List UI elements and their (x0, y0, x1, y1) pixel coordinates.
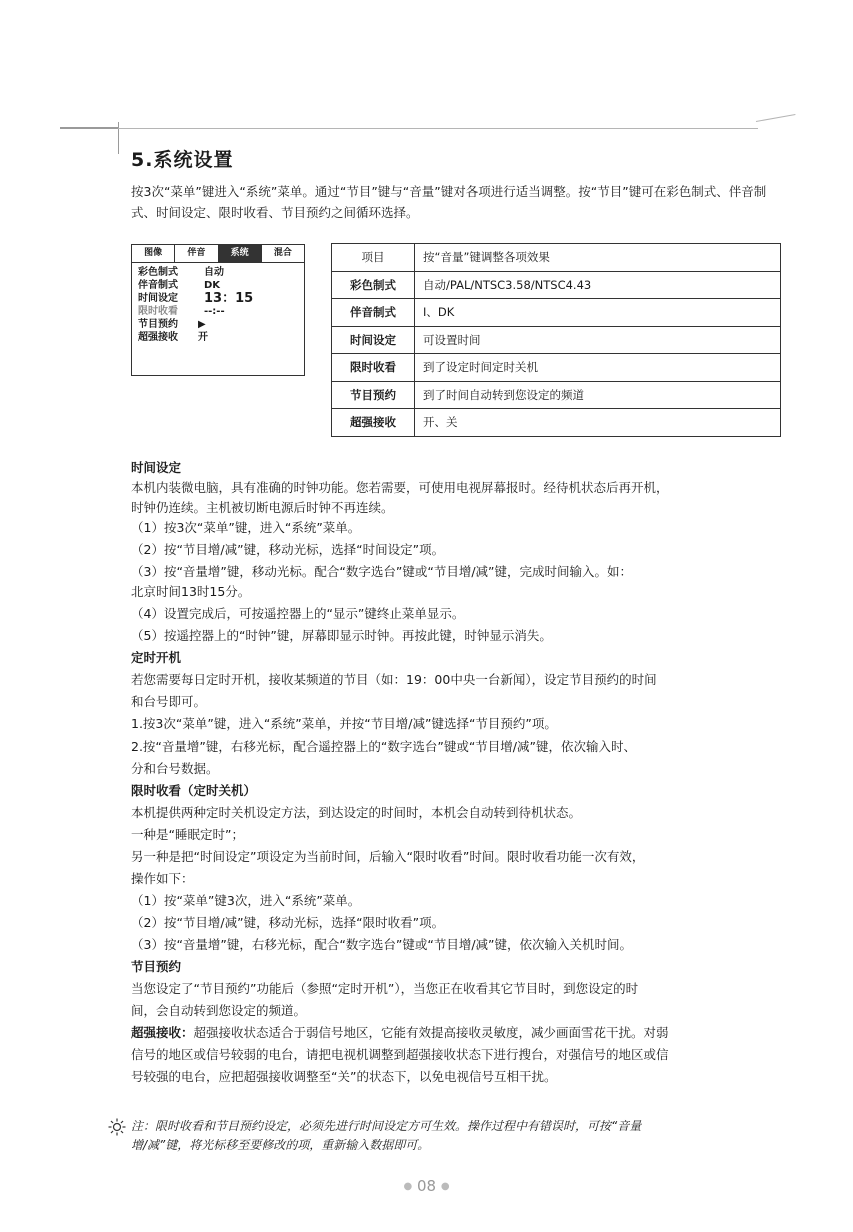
step-line: （1）按3次“菜单”键，进入“系统”菜单。 (131, 520, 361, 535)
step-line: （2）按“节目增/减”键，移动光标，选择“时间设定”项。 (131, 542, 445, 557)
osd-row (138, 292, 298, 305)
heading-reserve: 节目预约 (131, 959, 182, 974)
step-line: （4）设置完成后，可按遥控器上的“显示”键终止菜单显示。 (131, 606, 465, 621)
osd-row-key: 限时收看 (138, 306, 178, 317)
osd-row-value: 13：15 (204, 291, 254, 306)
table-cell: 到了设定时间定时关机 (415, 354, 781, 382)
table-row (332, 381, 781, 409)
table-cell: 超强接收 (332, 409, 415, 437)
table-cell: 可设置时间 (415, 326, 781, 354)
heading-timer-on: 定时开机 (131, 650, 182, 665)
osd-row-key: 时间设定 (138, 293, 178, 304)
body-line: 号较强的电台，应把超强接收调整至“关”的状态下，以免电视信号互相干扰。 (131, 1069, 557, 1084)
table-row (332, 326, 781, 354)
table-cell: 彩色制式 (332, 271, 415, 299)
super-rx-label: 超强接收： (131, 1025, 194, 1040)
header-rule-vertical (118, 122, 119, 154)
body-line: 和台号即可。 (131, 694, 207, 709)
table-row (332, 354, 781, 382)
osd-row-key: 伴音制式 (138, 280, 178, 291)
note-line: 增/减”键，将光标移至要修改的项，重新输入数据即可。 (131, 1138, 430, 1152)
step-line: （2）按“节目增/减”键，移动光标，选择“限时收看”项。 (131, 915, 445, 930)
osd-tab-mixed: 混合 (273, 248, 292, 258)
table-cell: 到了时间自动转到您设定的频道 (415, 381, 781, 409)
table-cell: 伴音制式 (332, 299, 415, 327)
dot-icon: ● (440, 1181, 450, 1192)
settings-table (331, 243, 781, 437)
osd-row-key: 超强接收 (138, 332, 178, 343)
osd-tab-picture: 图像 (132, 245, 175, 262)
table-cell: 节目预约 (332, 381, 415, 409)
step-line: 北京时间13时15分。 (131, 584, 251, 599)
heading-timer-off: 限时收看（定时关机） (131, 783, 257, 798)
page-number (0, 1177, 853, 1195)
note-block (131, 1117, 781, 1155)
dot-icon: ● (403, 1181, 413, 1192)
step-line: （5）按遥控器上的“时钟”键，屏幕即显示时钟。再按此键，时钟显示消失。 (131, 628, 552, 643)
step-line: （3）按“音量增”键，移动光标。配合“数字选台”键或“节目增/减”键，完成时间输入。如： (131, 564, 633, 579)
step-line: 分和台号数据。 (131, 761, 219, 776)
osd-row-value: ▶ (198, 319, 206, 330)
table-cell: 开、关 (415, 409, 781, 437)
header-rule (118, 128, 758, 129)
body-line: 本机内装微电脑，具有准确的时钟功能。您若需要，可使用电视屏幕报时。经待机状态后再开机， (131, 480, 669, 495)
table-header-cell: 按“音量”键调整各项效果 (415, 244, 781, 272)
body-line: 一种是“睡眠定时”； (131, 827, 244, 842)
step-line: 1.按3次“菜单”键，进入“系统”菜单，并按“节目增/减”键选择“节目预约”项。 (131, 716, 557, 731)
body-line: 间，会自动转到您设定的频道。 (131, 1003, 307, 1018)
body-line: 操作如下： (131, 871, 194, 886)
heading-time-setting: 时间设定 (131, 460, 182, 475)
body-line: 另一种是把“时间设定”项设定为当前时间，后输入“限时收看”时间。限时收看功能一次有效， (131, 849, 645, 864)
osd-row-value: --:-- (204, 306, 225, 317)
osd-row-key: 彩色制式 (138, 267, 178, 278)
table-row (332, 409, 781, 437)
osd-row (138, 266, 298, 279)
page-number-value: 08 (416, 1177, 437, 1195)
body-line: 若您需要每日定时开机，接收某频道的节目（如：19：00中央一台新闻），设定节目预约的时间 (131, 672, 657, 687)
osd-row (138, 305, 298, 318)
osd-menu-illustration (131, 244, 305, 376)
body-line: 本机提供两种定时关机设定方法，到达设定的时间时，本机会自动转到待机状态。 (131, 805, 582, 820)
table-cell: I、DK (415, 299, 781, 327)
step-line: 2.按“音量增”键，右移光标，配合遥控器上的“数字选台”键或“节目增/减”键，依次输入时、 (131, 739, 636, 754)
header-rule-tail (756, 114, 796, 122)
osd-row (138, 331, 298, 344)
body-line: 信号的地区或信号较弱的电台，请把电视机调整到超强接收状态下进行搜台，对强信号的地区或信 (131, 1047, 669, 1062)
osd-row-value: DK (204, 280, 221, 291)
table-cell: 自动/PAL/NTSC3.58/NTSC4.43 (415, 271, 781, 299)
osd-tab-system: 系统 (219, 245, 262, 262)
step-line: （3）按“音量增”键，右移光标，配合“数字选台”键或“节目增/减”键，依次输入关机时间。 (131, 937, 633, 952)
body-line: 当您设定了“节目预约”功能后（参照“定时开机”），当您正在收看其它节目时，到您设定的时 (131, 981, 639, 996)
osd-row (138, 318, 298, 331)
super-rx-line (131, 1023, 669, 1043)
osd-menu-tabs (132, 245, 304, 263)
osd-tab-sound: 伴音 (175, 245, 218, 262)
table-row (332, 271, 781, 299)
osd-row-key: 节目预约 (138, 319, 178, 330)
intro-paragraph: 按3次“菜单”键进入“系统”菜单。通过“节目”键与“音量”键对各项进行适当调整。按“节目”键可在彩色制式、伴音制式、时间设定、限时收看、节目预约之间循环选择。 (131, 184, 767, 220)
note-line: 注：限时收看和节目预约设定，必须先进行时间设定方可生效。操作过程中有错误时，可按“音量 (131, 1119, 642, 1133)
osd-row-value: 自动 (204, 267, 224, 278)
table-header-cell: 项目 (332, 244, 415, 272)
header-rule-left (60, 127, 118, 129)
body-line: 时钟仍连续。主机被切断电源后时钟不再连续。 (131, 500, 394, 515)
section-title: 5.系统设置 (131, 149, 234, 171)
sun-icon (108, 1118, 126, 1136)
table-cell: 限时收看 (332, 354, 415, 382)
table-cell: 时间设定 (332, 326, 415, 354)
super-rx-text: 超强接收状态适合于弱信号地区，它能有效提高接收灵敏度，减少画面雪花干扰。对弱 (193, 1025, 669, 1040)
step-line: （1）按“菜单”键3次，进入“系统”菜单。 (131, 893, 361, 908)
table-row (332, 299, 781, 327)
osd-row-value: 开 (198, 332, 208, 343)
table-header-row (332, 244, 781, 272)
osd-menu-rows (132, 263, 304, 347)
